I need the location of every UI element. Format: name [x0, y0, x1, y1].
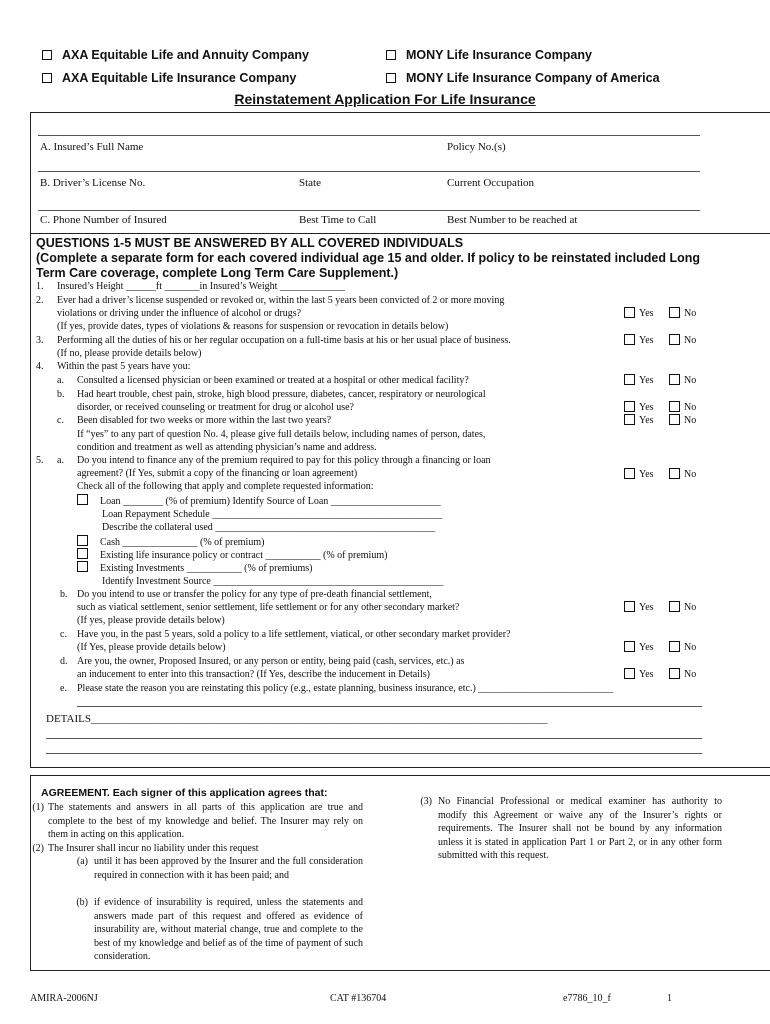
- sub-question-letter: c.: [60, 629, 67, 640]
- agreement-item-number: (3): [420, 796, 432, 807]
- question-5c-text: Have you, in the past 5 years, sold a policy to a life settlement, viatical, or other secondary market provider?: [77, 629, 511, 640]
- question-5e-field[interactable]: Please state the reason you are reinstating this policy (e.g., estate planning, business insurance, etc.) ___________________________: [77, 683, 614, 694]
- yes-label: Yes: [639, 415, 654, 426]
- no-label: No: [684, 335, 697, 346]
- sub-question-letter: a.: [57, 455, 64, 466]
- questions-header-line: (Complete a separate form for each covered individual age 15 and older. If policy to be reinstated included Long: [36, 251, 701, 265]
- question-5b-note: (If yes, please provide details below): [77, 615, 225, 626]
- insured-name-label: A. Insured’s Full Name: [40, 141, 144, 153]
- question-2-note: (If yes, provide dates, types of violations & reasons for suspension or revocation in details below): [57, 321, 449, 332]
- question-5b-text: such as viatical settlement, senior settlement, life settlement or for any other secondary market?: [77, 602, 460, 613]
- yes-label: Yes: [639, 602, 654, 613]
- company-option-mony-life[interactable]: [386, 48, 592, 62]
- question-5a-text: agreement? (If Yes, submit a copy of the financing or loan agreement): [77, 468, 358, 479]
- agreement-item-2b: if evidence of insurability is required, unless the statements and answers made part of this request and offered as evidence of insurability are, without material change, true and complete to the best of my knowledge and belief as of the time of payment of such consideration.: [94, 897, 363, 962]
- agreement-item-3: No Financial Professional or medical examiner has authority to modify this Agreement or waive any of the Insurer’s rights or requirements. The Insurer shall not be bound by any information unless it is stated in application Part 1 or Part 2, or in any other form submitted with this request.: [438, 796, 722, 861]
- no-label: No: [684, 375, 697, 386]
- yes-label: Yes: [639, 375, 654, 386]
- company-label: MONY Life Insurance Company of America: [406, 71, 660, 85]
- checkbox[interactable]: [42, 73, 52, 83]
- policy-no-label: Policy No.(s): [447, 141, 506, 153]
- agreement-item-2a: until it has been approved by the Insurer and the full consideration required in connection with it has been paid; and: [94, 856, 363, 881]
- question-number: 4.: [36, 361, 44, 372]
- question-5d-text: an inducement to enter into this transaction? (If Yes, describe the inducement in Details): [77, 669, 430, 680]
- checkbox[interactable]: [386, 50, 396, 60]
- agreement-subitem-letter: (b): [76, 897, 88, 908]
- sub-question-letter: d.: [60, 656, 68, 667]
- checkbox[interactable]: [386, 73, 396, 83]
- agreement-item-number: (2): [32, 843, 44, 854]
- company-label: AXA Equitable Life and Annuity Company: [62, 48, 310, 62]
- field-line: [38, 135, 700, 136]
- question-5d-text: Are you, the owner, Proposed Insured, or any person or entity, being paid (cash, services, etc.) as: [77, 656, 465, 667]
- company-option-axa-life[interactable]: [42, 71, 296, 85]
- question-5b-text: Do you intend to use or transfer the policy for any type of pre-death financial settlement,: [77, 589, 432, 600]
- question-4b-text: disorder, or received counseling or treatment for drug or alcohol use?: [77, 402, 354, 413]
- question-2-text: violations or driving under the influence of alcohol or drugs?: [57, 308, 302, 319]
- company-label: AXA Equitable Life Insurance Company: [62, 71, 297, 85]
- question-4-note: condition and treatment as well as attending physician’s name and address.: [77, 442, 377, 453]
- company-option-axa-life-annuity[interactable]: [42, 48, 309, 62]
- no-label: No: [684, 469, 697, 480]
- question-5a-text: Check all of the following that apply and complete requested information:: [77, 481, 374, 492]
- existing-policy-label: Existing life insurance policy or contract ___________ (% of premium): [100, 550, 388, 561]
- loan-label: Loan ________ (% of premium) Identify Source of Loan ______________________: [100, 496, 441, 507]
- yes-label: Yes: [639, 642, 654, 653]
- agreement-item-1: The statements and answers in all parts of this application are true and complete to the best of my knowledge and belief. The Insurer may rely on them in acting on this application.: [48, 802, 363, 840]
- yes-label: Yes: [639, 469, 654, 480]
- catalog-number: CAT #136704: [330, 993, 387, 1004]
- no-label: No: [684, 642, 697, 653]
- form-title: Reinstatement Application For Life Insurance: [234, 91, 536, 107]
- question-number: 2.: [36, 295, 44, 306]
- no-label: No: [684, 308, 697, 319]
- question-4a-text: Consulted a licensed physician or been examined or treated at a hospital or other medical facility?: [77, 375, 469, 386]
- agreement-item-number: (1): [32, 802, 44, 813]
- occupation-label: Current Occupation: [447, 177, 535, 189]
- phone-label: C. Phone Number of Insured: [40, 214, 167, 226]
- question-4-text: Within the past 5 years have you:: [57, 361, 191, 372]
- best-number-label: Best Number to be reached at: [447, 214, 578, 226]
- question-3-note: (If no, please provide details below): [57, 348, 202, 359]
- agreement-item-2: The Insurer shall incur no liability under this request: [48, 843, 259, 854]
- company-label: MONY Life Insurance Company: [406, 48, 592, 62]
- questions-header-line: Term Care coverage, complete Long Term Care Supplement.): [36, 266, 399, 280]
- question-number: 5.: [36, 455, 44, 466]
- best-time-label: Best Time to Call: [299, 214, 377, 226]
- question-5c-note: (If Yes, please provide details below): [77, 642, 226, 653]
- sub-question-letter: e.: [60, 683, 67, 694]
- sub-question-letter: a.: [57, 375, 64, 386]
- loan-schedule-field: Loan Repayment Schedule ______________________________________________: [102, 509, 443, 520]
- yes-label: Yes: [639, 335, 654, 346]
- question-number: 3.: [36, 335, 44, 346]
- question-number: 1.: [36, 281, 44, 292]
- question-4c-text: Been disabled for two weeks or more within the last two years?: [77, 415, 332, 426]
- agreement-subitem-letter: (a): [76, 856, 88, 867]
- no-label: No: [684, 602, 697, 613]
- checkbox[interactable]: [42, 50, 52, 60]
- yes-label: Yes: [639, 669, 654, 680]
- question-5a-text: Do you intend to finance any of the premium required to pay for this policy through a financing or loan: [77, 455, 491, 466]
- drivers-license-label: B. Driver’s License No.: [40, 177, 146, 189]
- agreement-heading: AGREEMENT. Each signer of this application agrees that:: [41, 787, 328, 799]
- no-label: No: [684, 402, 697, 413]
- questions-header-line: QUESTIONS 1-5 MUST BE ANSWERED BY ALL COVERED INDIVIDUALS: [36, 236, 464, 250]
- question-2-text: Ever had a driver’s license suspended or revoked or, within the last 5 years been convicted of 2 or more moving: [57, 295, 505, 306]
- cash-label: Cash _______________ (% of premium): [100, 537, 265, 548]
- investment-source-field: Identify Investment Source ______________________________________________: [102, 576, 444, 587]
- details-field[interactable]: DETAILS___________________________________________________________________________________: [46, 713, 548, 725]
- question-4-note: If “yes” to any part of question No. 4, please give full details below, including names of person, dates,: [77, 429, 486, 440]
- field-line: [38, 210, 700, 211]
- question-4b-text: Had heart trouble, chest pain, stroke, high blood pressure, diabetes, cancer, respiratory or neurological: [77, 389, 486, 400]
- sub-question-letter: b.: [57, 389, 65, 400]
- form-number: AMIRA-2006NJ: [30, 993, 98, 1004]
- collateral-field: Describe the collateral used ____________________________________________: [102, 522, 436, 533]
- form-code: e7786_10_f: [563, 993, 611, 1004]
- yes-label: Yes: [639, 308, 654, 319]
- no-label: No: [684, 415, 697, 426]
- question-1-text: Insured’s Height ______ft _______in Insured’s Weight _____________: [57, 281, 345, 292]
- yes-label: Yes: [639, 402, 654, 413]
- field-line: [38, 171, 700, 172]
- question-3-text: Performing all the duties of his or her regular occupation on a full-time basis at his or her usual place of business.: [57, 335, 511, 346]
- questions-section: [30, 232, 770, 768]
- page-number: 1: [667, 993, 672, 1004]
- company-option-mony-america[interactable]: [386, 71, 660, 85]
- sub-question-letter: b.: [60, 589, 68, 600]
- no-label: No: [684, 669, 697, 680]
- state-label: State: [299, 177, 321, 189]
- sub-question-letter: c.: [57, 415, 64, 426]
- investments-label: Existing Investments ___________ (% of premiums): [100, 563, 313, 574]
